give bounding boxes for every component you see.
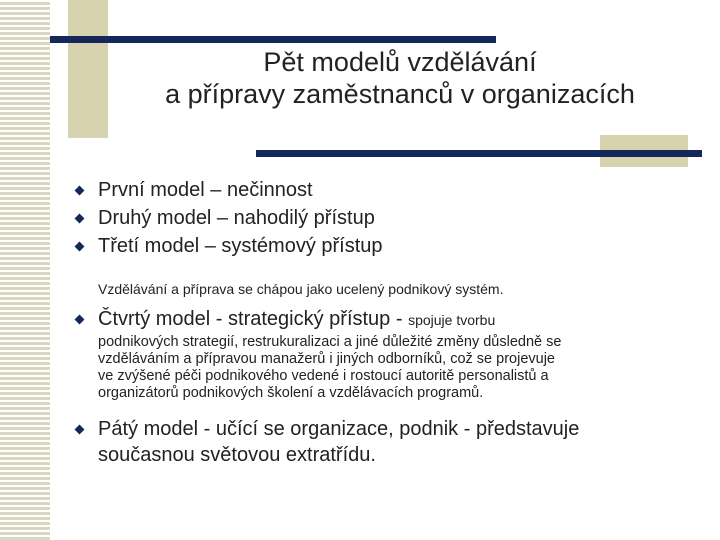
diamond-bullet-icon	[75, 242, 85, 252]
bullet-text: Třetí model – systémový přístup	[98, 235, 383, 257]
diamond-bullet-icon	[75, 214, 85, 224]
decorative-stripes	[0, 0, 50, 540]
title-line-1: Pět modelů vzdělávání	[263, 47, 537, 77]
diamond-bullet-icon	[75, 186, 85, 196]
item4-line: podnikových strategií, restrukuralizaci a jiné důležité změny důsledně se	[98, 334, 562, 350]
item4-heading: Čtvrtý model - strategický přístup -	[98, 308, 409, 330]
diamond-bullet-icon	[75, 425, 85, 435]
slide-title	[110, 46, 690, 110]
bullet-text	[98, 306, 495, 333]
title-line-2: a přípravy zaměstnanců v organizacích	[165, 79, 635, 109]
item4-line: ve zvýšené péči podnikového vedené i rostoucí autoritě personalistů a	[98, 368, 549, 384]
item4-inline-text: spojuje tvorbu	[408, 312, 496, 328]
diamond-bullet-icon	[75, 315, 85, 325]
item4-line: organizátorů podnikových školení a vzdělávacích programů.	[98, 385, 484, 401]
item4-description	[98, 334, 708, 402]
title-rule-bottom	[256, 150, 702, 157]
item4-line: vzděláváním a přípravou manažerů i jiných odborníků, což se projevuje	[98, 351, 555, 367]
item5-line-2: současnou světovou extratřídu.	[98, 444, 376, 466]
bullet-text	[98, 416, 579, 468]
item5-line-1: Pátý model - učící se organizace, podnik - představuje	[98, 418, 580, 440]
title-rule-top	[50, 36, 496, 43]
bullet-text: První model – nečinnost	[98, 179, 313, 201]
decorative-block-left	[68, 0, 108, 138]
third-model-note: Vzdělávání a příprava se chápou jako ucelený podnikový systém.	[98, 281, 504, 297]
bullet-text: Druhý model – nahodilý přístup	[98, 207, 375, 229]
